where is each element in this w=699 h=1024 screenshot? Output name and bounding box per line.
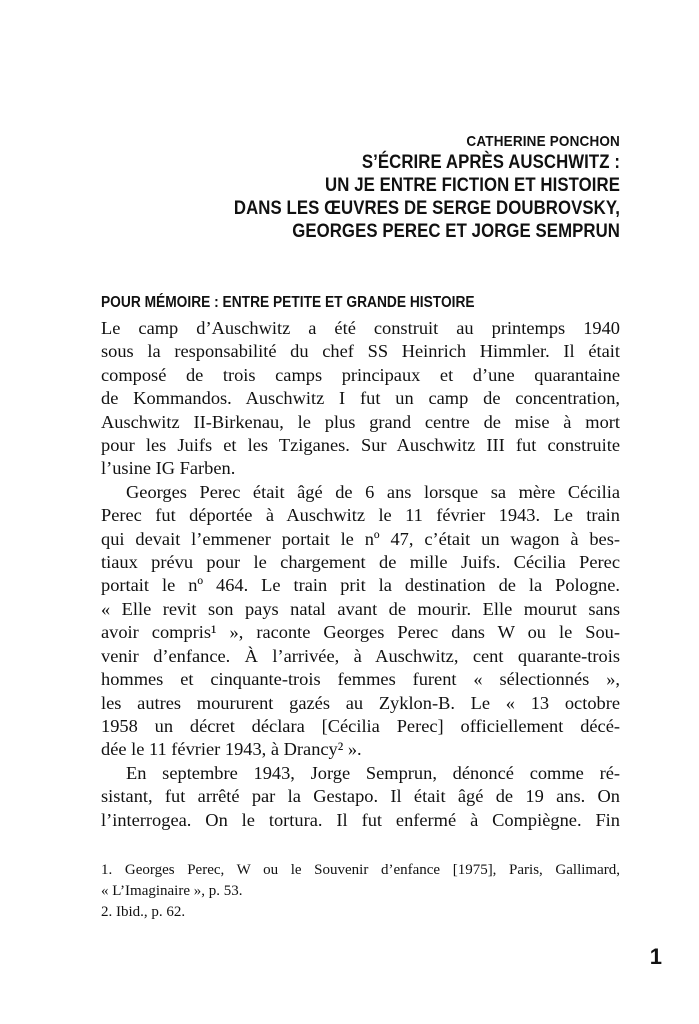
footnote-line: 1. Georges Perec, W ou le Souvenir d’enfance [1975], Paris, Gallimard, (101, 862, 620, 878)
body-line: Georges Perec était âgé de 6 ans lorsque sa mère Cécilia (126, 481, 620, 502)
body-line: de Kommandos. Auschwitz I fut un camp de concentration, (101, 388, 620, 409)
body-line: Le camp d’Auschwitz a été construit au printemps 1940 (101, 318, 620, 338)
body-line: tiaux prévu pour le chargement de mille Juifs. Cécilia Perec (101, 552, 620, 573)
body-line: En septembre 1943, Jorge Semprun, dénoncé comme ré- (126, 762, 620, 783)
body-line: Auschwitz II-Birkenau, le plus grand centre de mise à mort (101, 411, 620, 432)
body-line: l’interrogea. On le tortura. Il fut enfermé à Compiègne. Fin (101, 809, 620, 830)
body-text (101, 317, 620, 832)
body-line: « Elle revit son pays natal avant de mourir. Elle mourut sans (101, 598, 620, 619)
body-line: hommes et cinquante-trois femmes furent « sélectionnés », (101, 669, 620, 690)
page-number: 1 (649, 944, 662, 969)
article-header (100, 133, 620, 243)
body-line: qui devait l’emmener portait le nº 47, c’était un wagon à bes- (101, 528, 620, 549)
body-line: l’usine IG Farben. (101, 458, 236, 479)
body-line: Perec fut déportée à Auschwitz le 11 février 1943. Le train (101, 505, 620, 526)
body-line: dée le 11 février 1943, à Drancy² ». (101, 739, 362, 760)
title-line: DANS LES ŒUVRES DE SERGE DOUBROVSKY, (233, 197, 620, 219)
footnote-line: 2. Ibid., p. 62. (101, 904, 186, 920)
body-line: portait le nº 464. Le train prit la destination de la Pologne. (101, 575, 620, 596)
author-name: CATHERINE PONCHON (466, 133, 620, 150)
article-title (173, 151, 620, 243)
body-line: pour les Juifs et les Tziganes. Sur Auschwitz III fut construite (101, 435, 620, 456)
body-line: 1958 un décret déclara [Cécilia Perec] officiellement décé- (101, 715, 620, 736)
body-line: sous la responsabilité du chef SS Heinrich Himmler. Il était (101, 341, 620, 362)
title-line: GEORGES PEREC ET JORGE SEMPRUN (292, 220, 620, 242)
section-heading: POUR MÉMOIRE : ENTRE PETITE ET GRANDE HISTOIRE (101, 294, 475, 311)
footnote-line: « L’Imaginaire », p. 53. (101, 883, 243, 899)
body-line: avoir compris¹ », raconte Georges Perec dans W ou le Sou- (101, 622, 620, 643)
title-line: S’ÉCRIRE APRÈS AUSCHWITZ : (361, 151, 620, 173)
body-line: venir d’enfance. À l’arrivée, à Auschwitz, cent quarante-trois (101, 645, 620, 666)
body-line: les autres moururent gazés au Zyklon-B. Le « 13 octobre (101, 692, 620, 713)
footnotes (101, 860, 620, 923)
title-line: UN JE ENTRE FICTION ET HISTOIRE (325, 174, 620, 196)
body-line: sistant, fut arrêté par la Gestapo. Il était âgé de 19 ans. On (101, 786, 620, 807)
body-line: composé de trois camps principaux et d’une quarantaine (101, 364, 620, 385)
